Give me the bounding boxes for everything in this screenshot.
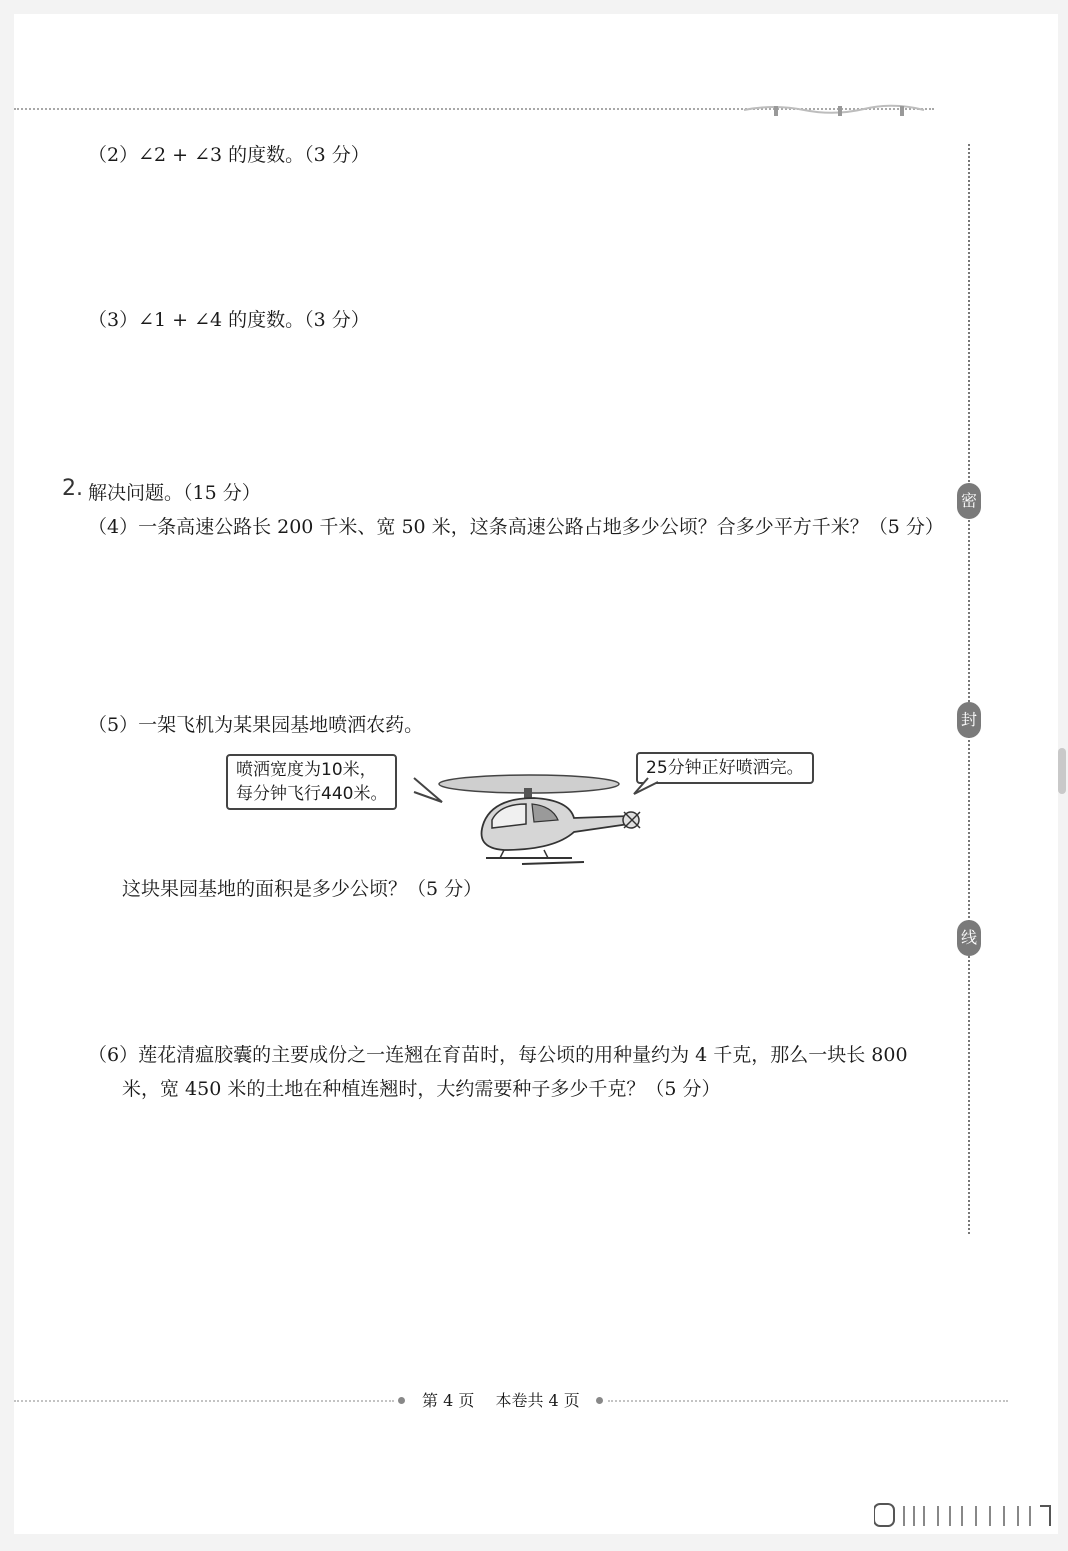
scan-smudge	[734, 100, 934, 118]
page-footer	[422, 1387, 596, 1415]
question-4: （4）一条高速公路长 200 千米、宽 50 米，这条高速公路占地多少公顷？合多少平方千米？（5 分）	[88, 516, 944, 538]
question-2: （2）∠2 + ∠3 的度数。（3 分）	[88, 144, 370, 166]
footer-rule-left	[14, 1400, 394, 1402]
binding-dotted-line	[968, 144, 970, 1234]
footer-dot-right	[596, 1397, 603, 1404]
seal-mi: 密	[957, 483, 981, 519]
exam-page	[14, 14, 1058, 1534]
question-6-line1: （6）莲花清瘟胶囊的主要成份之一连翘在育苗时，每公顷的用种量约为 4 千克，那么一块长 800	[88, 1044, 908, 1066]
footer-dot-left	[398, 1397, 405, 1404]
question-5: 这块果园基地的面积是多少公顷？（5 分）	[122, 878, 483, 900]
page-total: 本卷共 4 页	[495, 1391, 580, 1410]
page-number: 第 4 页	[422, 1391, 475, 1410]
scan-corner-marks	[874, 1502, 1054, 1528]
section-title: 解决问题。（15 分）	[88, 482, 261, 504]
helicopter-icon	[434, 772, 644, 866]
seal-feng: 封	[957, 702, 981, 738]
speech-bubble-left	[226, 754, 397, 810]
footer-rule-right	[608, 1400, 1008, 1402]
section-number: 2.	[62, 476, 83, 501]
bubble-left-line1: 喷洒宽度为10米，	[236, 760, 377, 780]
question-6-line2: 米，宽 450 米的土地在种植连翘时，大约需要种子多少千克？（5 分）	[122, 1078, 721, 1100]
seal-xian: 线	[957, 920, 981, 956]
bubble-right-text: 25分钟正好喷洒完。	[646, 758, 804, 778]
bubble-left-line2: 每分钟飞行440米。	[236, 784, 388, 804]
question-3: （3）∠1 + ∠4 的度数。（3 分）	[88, 309, 370, 331]
scrollbar-thumb[interactable]	[1058, 748, 1066, 794]
question-5-intro: （5）一架飞机为某果园基地喷洒农药。	[88, 714, 424, 736]
speech-bubble-right	[636, 752, 814, 784]
